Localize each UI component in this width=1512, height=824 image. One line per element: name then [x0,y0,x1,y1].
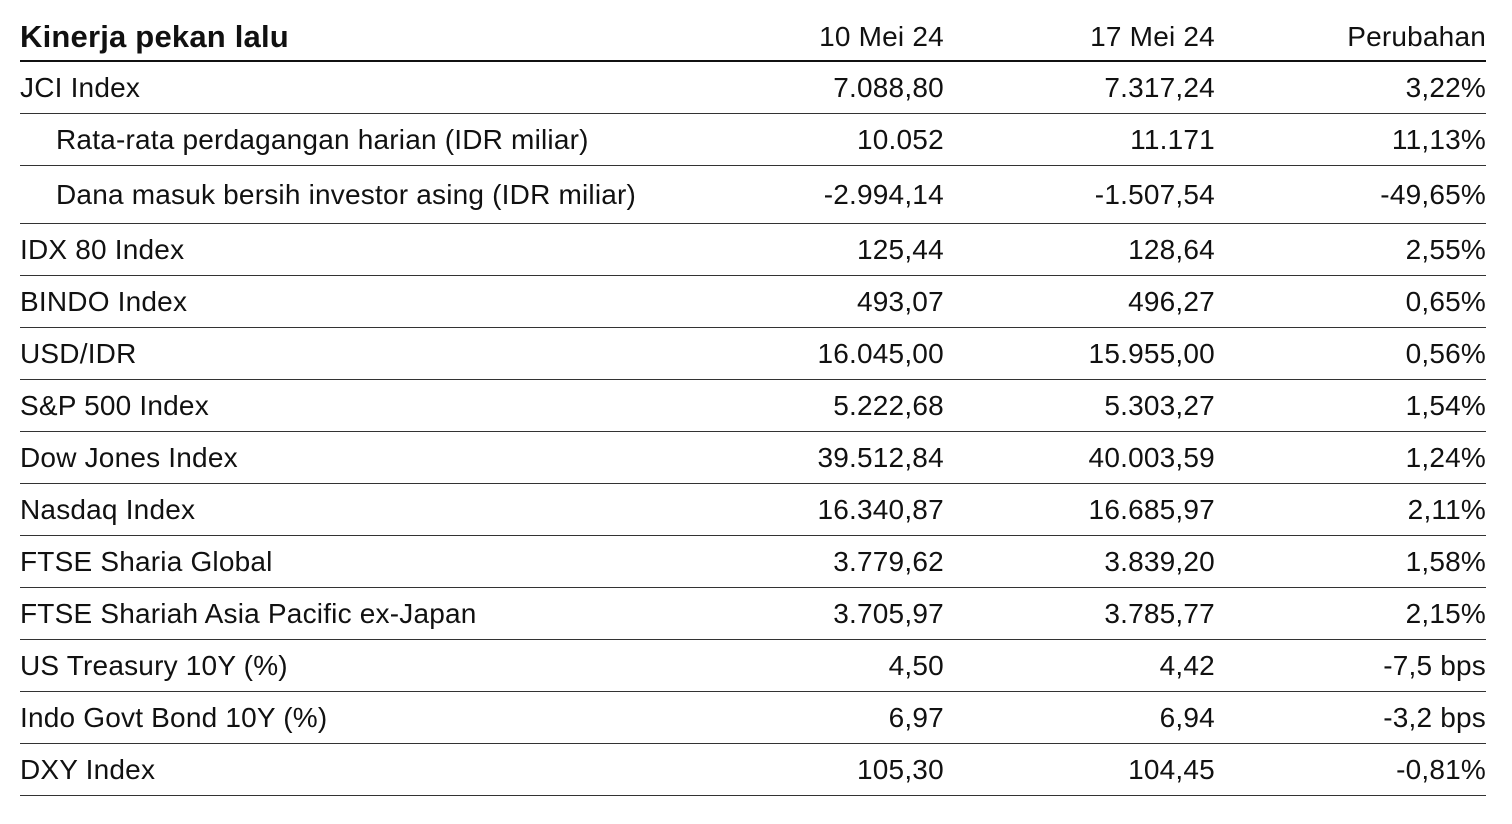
column-header-17-mei: 17 Mei 24 [944,14,1215,61]
value-perubahan: 2,15% [1215,588,1486,640]
value-17-mei: 3.785,77 [944,588,1215,640]
value-perubahan: 2,11% [1215,484,1486,536]
table-row [20,484,1486,536]
value-17-mei: 6,94 [944,692,1215,744]
table-row [20,328,1486,380]
row-label: Nasdaq Index [20,484,710,536]
performance-table-container [20,14,1486,796]
value-10-mei: 5.222,68 [710,380,944,432]
value-perubahan: 0,56% [1215,328,1486,380]
table-row [20,224,1486,276]
table-row [20,744,1486,796]
value-10-mei: 4,50 [710,640,944,692]
value-17-mei: 40.003,59 [944,432,1215,484]
table-row [20,276,1486,328]
value-17-mei: 11.171 [944,114,1215,166]
value-perubahan: 2,55% [1215,224,1486,276]
value-10-mei: 125,44 [710,224,944,276]
value-17-mei: 128,64 [944,224,1215,276]
value-17-mei: 4,42 [944,640,1215,692]
row-label: IDX 80 Index [20,224,710,276]
column-header-perubahan: Perubahan [1215,14,1486,61]
table-row [20,380,1486,432]
row-label: FTSE Shariah Asia Pacific ex-Japan [20,588,710,640]
value-10-mei: 493,07 [710,276,944,328]
value-10-mei: -2.994,14 [710,166,944,224]
row-label: Indo Govt Bond 10Y (%) [20,692,710,744]
table-row [20,588,1486,640]
row-label: Dana masuk bersih investor asing (IDR miliar) [20,166,710,224]
value-perubahan: 1,54% [1215,380,1486,432]
value-10-mei: 16.340,87 [710,484,944,536]
value-perubahan: -49,65% [1215,166,1486,224]
value-perubahan: 0,65% [1215,276,1486,328]
table-row [20,640,1486,692]
table-row [20,536,1486,588]
value-10-mei: 16.045,00 [710,328,944,380]
row-label: Rata-rata perdagangan harian (IDR miliar) [20,114,710,166]
row-label: US Treasury 10Y (%) [20,640,710,692]
value-17-mei: 3.839,20 [944,536,1215,588]
value-10-mei: 3.779,62 [710,536,944,588]
value-10-mei: 39.512,84 [710,432,944,484]
row-label: FTSE Sharia Global [20,536,710,588]
value-17-mei: 7.317,24 [944,61,1215,114]
table-header-row [20,14,1486,61]
table-row [20,432,1486,484]
value-10-mei: 6,97 [710,692,944,744]
value-perubahan: 1,24% [1215,432,1486,484]
table-row [20,61,1486,114]
value-17-mei: 5.303,27 [944,380,1215,432]
row-label: JCI Index [20,61,710,114]
value-10-mei: 10.052 [710,114,944,166]
value-perubahan: -3,2 bps [1215,692,1486,744]
value-17-mei: 496,27 [944,276,1215,328]
row-label: Dow Jones Index [20,432,710,484]
column-header-10-mei: 10 Mei 24 [710,14,944,61]
row-label: DXY Index [20,744,710,796]
row-label: BINDO Index [20,276,710,328]
value-10-mei: 7.088,80 [710,61,944,114]
value-perubahan: -7,5 bps [1215,640,1486,692]
performance-table [20,14,1486,796]
value-perubahan: 11,13% [1215,114,1486,166]
table-body [20,61,1486,796]
value-17-mei: -1.507,54 [944,166,1215,224]
row-label: S&P 500 Index [20,380,710,432]
value-perubahan: 1,58% [1215,536,1486,588]
table-row [20,114,1486,166]
table-title: Kinerja pekan lalu [20,14,710,61]
value-perubahan: -0,81% [1215,744,1486,796]
value-perubahan: 3,22% [1215,61,1486,114]
table-row [20,166,1486,224]
value-17-mei: 104,45 [944,744,1215,796]
row-label: USD/IDR [20,328,710,380]
value-17-mei: 15.955,00 [944,328,1215,380]
value-17-mei: 16.685,97 [944,484,1215,536]
value-10-mei: 105,30 [710,744,944,796]
table-row [20,692,1486,744]
value-10-mei: 3.705,97 [710,588,944,640]
